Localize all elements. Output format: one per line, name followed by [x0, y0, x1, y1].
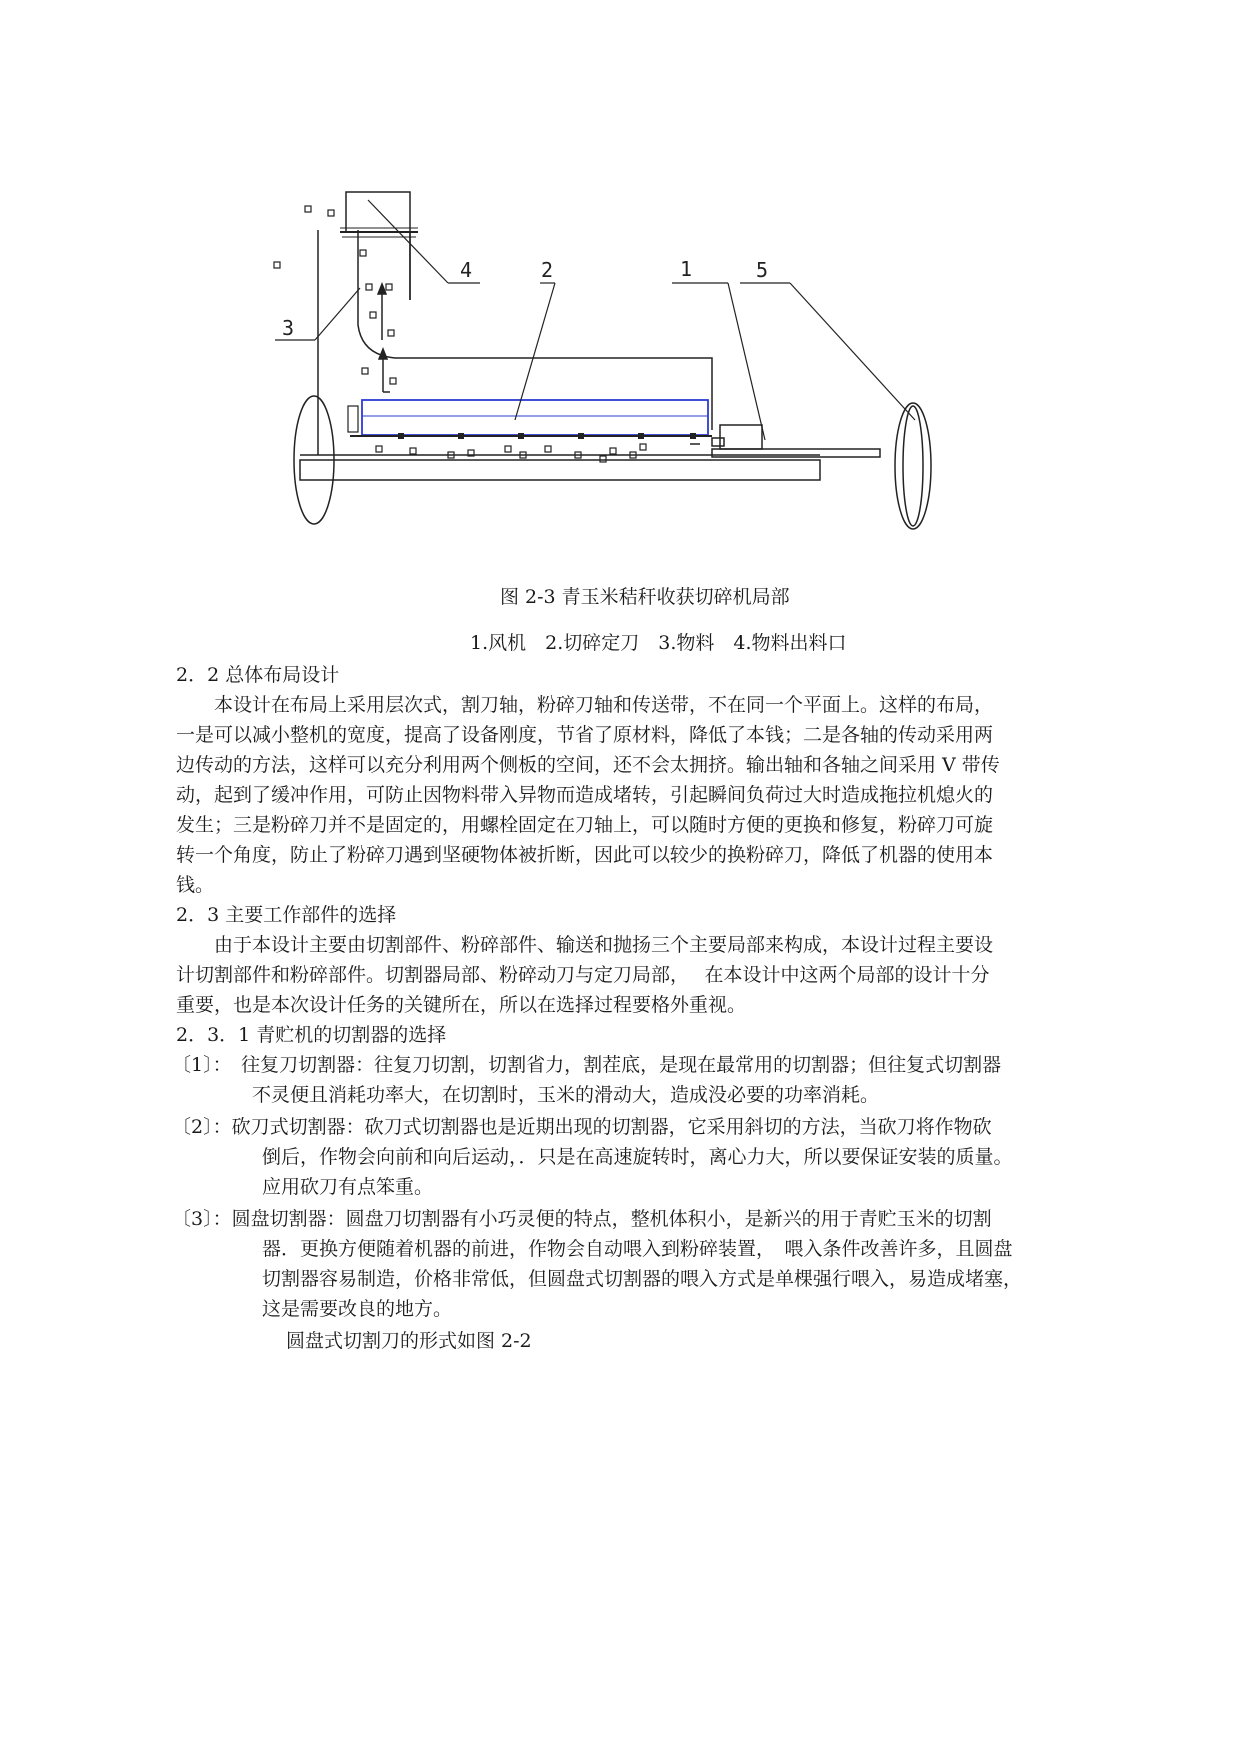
- callout-2: 2: [541, 258, 554, 282]
- right-wheel: [895, 403, 931, 529]
- housing-outline: [318, 230, 712, 455]
- section-heading-2-3: 2．3 主要工作部件的选择: [176, 904, 397, 926]
- paragraph-line: 转一个角度，防止了粉碎刀遇到坚硬物体被折断，因此可以较少的换粉碎刀，降低了机器的使用本: [176, 844, 994, 866]
- paragraph-line: 一是可以减小整机的宽度，提高了设备刚度，节省了原材料，降低了本钱；二是各轴的传动采用两: [176, 724, 994, 746]
- outlet-hood: [346, 192, 410, 232]
- section-heading-2-2: 2．2 总体布局设计: [176, 664, 340, 686]
- callout-4: 4: [460, 258, 473, 282]
- paragraph-line: 钱。: [176, 874, 215, 896]
- machine-diagram: [260, 175, 960, 555]
- callout-1: 1: [680, 257, 693, 281]
- section-heading-2-3-1: 2．3．1 青贮机的切割器的选择: [176, 1024, 447, 1046]
- base-plate: [712, 449, 880, 457]
- paragraph-line: 发生；三是粉碎刀并不是固定的，用螺栓固定在刀轴上，可以随时方便的更换和修复，粉碎刀可旋: [176, 814, 994, 836]
- paragraph-line: 本设计在布局上采用层次式，割刀轴，粉碎刀轴和传送带，不在同一个平面上。这样的布局，: [176, 694, 994, 716]
- callout-5: 5: [756, 258, 769, 282]
- paragraph-line: 边传动的方法，这样可以充分利用两个侧板的空间，还不会太拥挤。输出轴和各轴之间采用 V 带传: [176, 754, 1000, 776]
- paragraph-line: 重要，也是本次设计任务的关键所在，所以在选择过程要格外重视。: [176, 994, 747, 1016]
- list-item: 〔1〕： 往复刀切割器：往复刀切割，切割省力，割茬底，是现在最常用的切割器；但往复式切割器 不灵便且消耗功率大，在切割时，玉米的滑动大，造成没必要的功率消耗。: [172, 1054, 1002, 1106]
- figure-reference: 圆盘式切割刀的形式如图 2-2: [286, 1330, 532, 1352]
- paragraph-line: 由于本设计主要由切割部件、粉碎部件、输送和抛扬三个主要局部来构成，本设计过程主要设: [176, 934, 994, 956]
- figure-caption: 图 2-3 青玉米秸秆收获切碎机局部: [500, 586, 790, 608]
- leader-lines: [275, 200, 915, 440]
- paragraph-line: 计切割部件和粉碎部件。切割器局部、粉碎动刀与定刀局部， 在本设计中这两个局部的设计十分: [176, 964, 990, 986]
- paragraph-line: 动，起到了缓冲作用，可防止因物料带入异物而造成堵转，引起瞬间负荷过大时造成拖拉机熄火的: [176, 784, 994, 806]
- section-2-2-body: [176, 690, 1000, 900]
- cutter-shaft: [362, 400, 708, 435]
- callout-3: 3: [282, 316, 295, 340]
- fan-box: [720, 425, 762, 449]
- flow-arrows: [378, 284, 700, 444]
- section-2-3-body: [176, 930, 993, 1020]
- figure-legend: 1.风机 2.切碎定刀 3.物料 4.物料出料口: [470, 632, 847, 654]
- chassis-beam: [300, 460, 820, 480]
- list-item: 〔2〕：砍刀式切割器：砍刀式切割器也是近期出现的切割器，它采用斜切的方法，当砍刀将作物砍 倒后，作物会向前和向后运动，．只是在高速旋转时，离心力大，所以要保证安装的质量。 应用砍刀有点笨重。: [172, 1116, 1013, 1198]
- list-item: 〔3〕：圆盘切割器：圆盘刀切割器有小巧灵便的特点，整机体积小，是新兴的用于青贮玉米的切割 器．更换方便随着机器的前进，作物会自动喂入到粉碎装置， 喂入条件改善许多，且圆盘 切割器容易制造，价格非常低，但圆盘式切割器的喂入方式是单棵强行喂入，易造成堵塞， 这是需要改良的地方。: [172, 1208, 1023, 1320]
